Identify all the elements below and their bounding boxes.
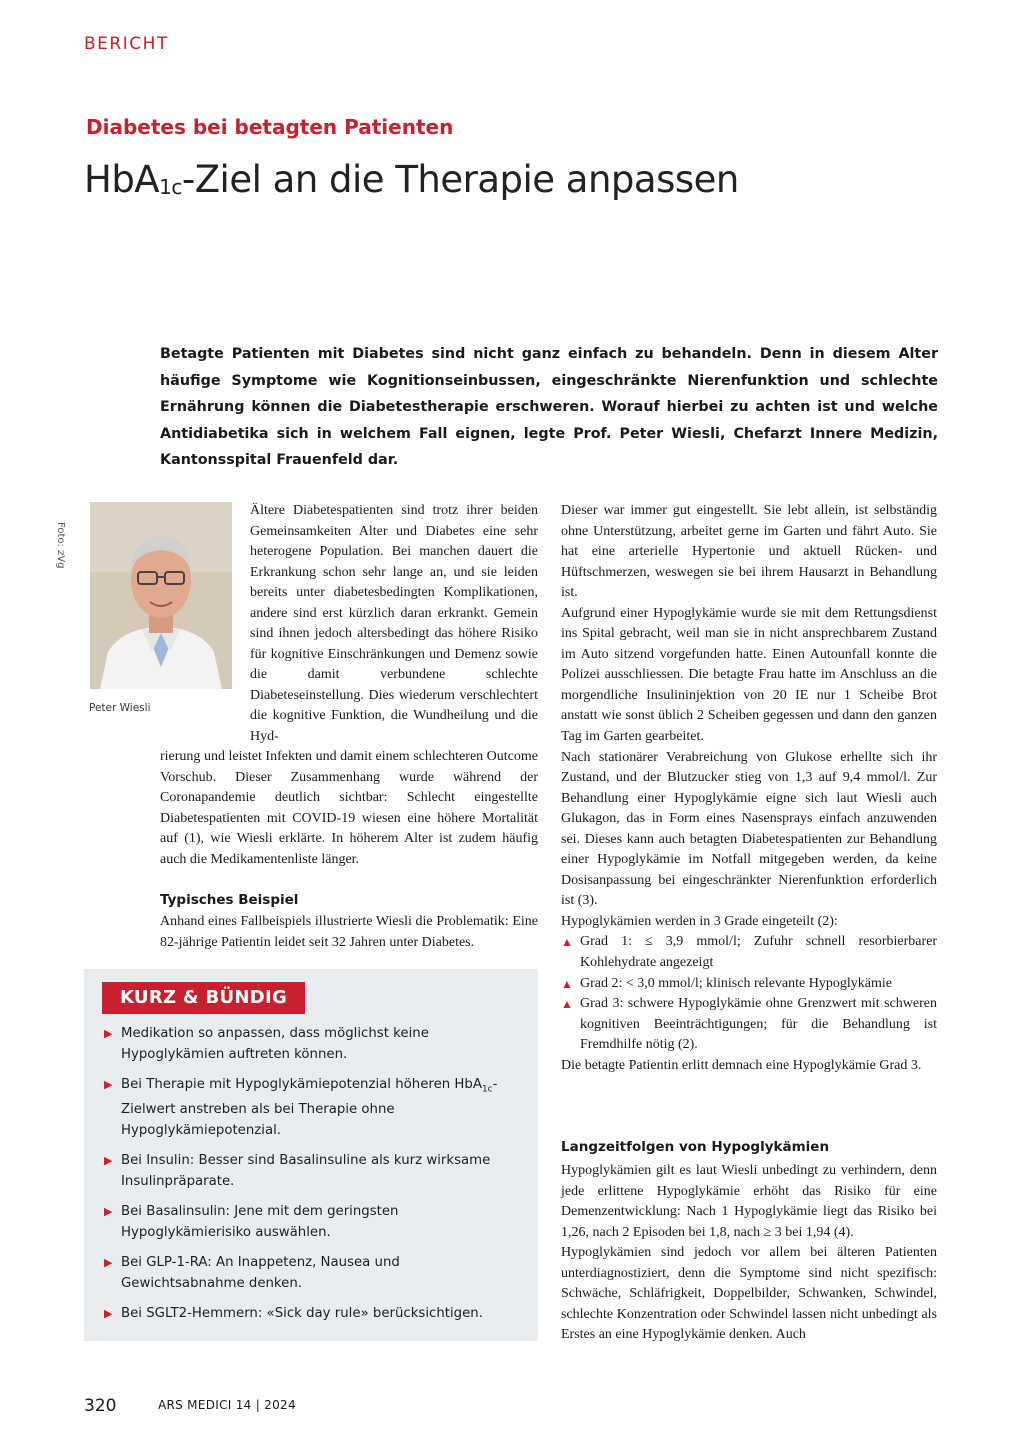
body-paragraph: Nach stationärer Verabreichung von Glukose erhellte sich ihr Zustand, und der Blutzucker stieg von 1,3 auf 9,4 mmol/l. Zur Behandlung einer Hypoglykämie eigne sich laut Wiesli auch Glukagon, das in Form eines Nasensprays einfach anzuwenden sei. Dieses kann auch betagten Diabetespatienten zur Behandlung einer Hypoglykämie im Notfall mitgegeben werden, da keine Dosisanpassung bei eingeschränkter Nierenfunktion erforderlich ist (3). (561, 749, 937, 909)
body-paragraph: Hypoglykämien werden in 3 Grade eingeteilt (2): (561, 913, 838, 929)
body-paragraph: Hypoglykämien gilt es laut Wiesli unbedingt zu verhindern, denn jede erlittene Hypoglykämie erhöht das Risiko für eine Demenzentwicklung: Nach 1 Hypoglykämie liegt das Risiko bei 1,26, nach 2 Episoden bei 1,8, nach ≥ 3 bei 1,94 (4). (561, 1163, 937, 1240)
photo-caption: Peter Wiesli (89, 702, 151, 714)
grade-item: ▲ Grad 2: < 3,0 mmol/l; klinisch relevante Hypoglykämie (561, 974, 937, 995)
summary-item: ▶ Bei SGLT2-Hemmern: «Sick day rule» berücksichtigen. (104, 1304, 504, 1325)
body-paragraph: Die betagte Patientin erlitt demnach eine Hypoglykämie Grad 3. (561, 1057, 922, 1073)
grade-list (561, 932, 937, 1055)
summary-item (104, 1075, 504, 1141)
photo-credit: Foto: zVg (55, 522, 66, 569)
article-kicker: Diabetes bei betagten Patienten (86, 115, 454, 139)
headline-subscript: 1c (159, 175, 182, 199)
section-label: BERICHT (84, 34, 169, 54)
summary-item: ▶ Medikation so anpassen, dass möglichst keine Hypoglykämien auftreten können. (104, 1024, 504, 1065)
body-paragraph-1a: Ältere Diabetespatienten sind trotz ihrer beiden Gemeinsamkeiten Alter und Diabetes eine sehr heterogene Population. Bei manchen dauert die Erkrankung schon sehr lange an, und sie leiden bereits unter diabetesbedingten Komplikationen, andere sind erst kürzlich daran erkrankt. Gemein sind ihnen jedoch altersbedingt das höhere Risiko für kognitive Einschränkungen und Demenz sowie die damit verbundene schlechte Diabeteseinstellung. Dies wiederum verschlechtert die kognitive Funktion, die Wundheilung und die Hyd- (250, 503, 538, 745)
body-paragraph-2: Anhand eines Fallbeispiels illustrierte Wiesli die Problematik: Eine 82-jährige Patientin leidet seit 32 Jahren unter Diabetes. (160, 914, 538, 950)
right-column (561, 501, 937, 1076)
article-lead: Betagte Patienten mit Diabetes sind nicht ganz einfach zu behandeln. Denn in diesem Alter häufige Symptome wie Kognitionseinbussen, eingeschränkte Nierenfunktion und schlechte Ernährung können die Diabetestherapie erschweren. Worauf hierbei zu achten ist und welche Antidiabetika sich in welchem Fall eignen, legte Prof. Peter Wiesli, Chefarzt Innere Medizin, Kantonsspital Frauenfeld dar. (160, 346, 938, 468)
journal-issue: ARS MEDICI 14 | 2024 (158, 1398, 296, 1412)
summary-item: ▶ Bei Insulin: Besser sind Basalinsuline als kurz wirksame Insulinpräparate. (104, 1151, 504, 1192)
subheading-typisches-beispiel: Typisches Beispiel (160, 892, 299, 908)
grade-item: ▲ Grad 1: ≤ 3,9 mmol/l; Zufuhr schnell resorbierbarer Kohlehydrate angezeigt (561, 932, 937, 973)
summary-item-text: Bei Therapie mit Hypoglykämiepotenzial höheren HbA$_{1c}$-Zielwert anstreben als bei Therapie ohne Hypoglykämiepotenzial. (121, 1077, 498, 1138)
headline-suffix: -Ziel an die Therapie anpassen (181, 158, 739, 201)
grade-item: ▲ Grad 3: schwere Hypoglykämie ohne Grenzwert mit schweren kognitiven Beeinträchtigungen; für die Behandlung ist Fremdhilfe nötig (2). (561, 994, 937, 1056)
summary-box-title: KURZ & BÜNDIG (102, 982, 305, 1014)
body-paragraph-1b: rierung und leistet Infekten und damit einem schlechteren Outcome Vorschub. Dieser Zusammenhang wurde während der Coronapandemie deutlich sichtbar: Schlecht eingestellte Diabetespatienten mit COVID-19 wiesen eine höhere Mortalität auf (1), wie Wiesli erklärte. In höherem Alter ist zudem häufig auch die Medikamentenliste länger. (160, 749, 538, 867)
page-number: 320 (84, 1396, 117, 1416)
right-column-lower (561, 1161, 937, 1346)
body-paragraph: Hypoglykämien sind jedoch vor allem bei älteren Patienten unterdiagnostiziert, denn die Symptome sind nicht spezifisch: Schwäche, Schläfrigkeit, Doppelbilder, Schwanken, Schwindel, schlechte Konzentration oder Schwindel lassen nicht unbedingt als Erstes an eine Hypoglykämie denken. Auch (561, 1245, 937, 1343)
summary-item: ▶ Bei GLP-1-RA: An Inappetenz, Nausea und Gewichtsabnahme denken. (104, 1253, 504, 1294)
summary-list (104, 1024, 504, 1335)
author-photo (90, 502, 232, 689)
portrait-illustration (90, 502, 232, 689)
subheading-langzeitfolgen: Langzeitfolgen von Hypoglykämien (561, 1139, 830, 1155)
body-paragraph: Aufgrund einer Hypoglykämie wurde sie mit dem Rettungsdienst ins Spital gebracht, weil man sie in nicht ansprechbarem Zustand im Auto sitzend vorgefunden hatte. Einen Autounfall konnte die Polizei ausschliessen. Die betagte Frau hatte im Anschluss an die morgendliche Insulininjektion von 20 IE nur 1 Scheibe Brot anstatt wie sonst üblich 2 Scheiben gegessen und dann den ganzen Tag im Garten gearbeitet. (561, 605, 937, 745)
headline-prefix: HbA (84, 158, 160, 201)
article-headline (84, 158, 739, 201)
summary-item: ▶ Bei Basalinsulin: Jene mit dem geringsten Hypoglykämierisiko auswählen. (104, 1202, 504, 1243)
body-paragraph: Dieser war immer gut eingestellt. Sie lebt allein, ist selbständig ohne Unterstützung, arbeitet gerne im Garten und fährt Auto. Sie hat eine arterielle Hypertonie und aktuell Rücken- und Hüftschmerzen, weswegen sie bei ihrem Hausarzt in Behandlung ist. (561, 503, 937, 601)
